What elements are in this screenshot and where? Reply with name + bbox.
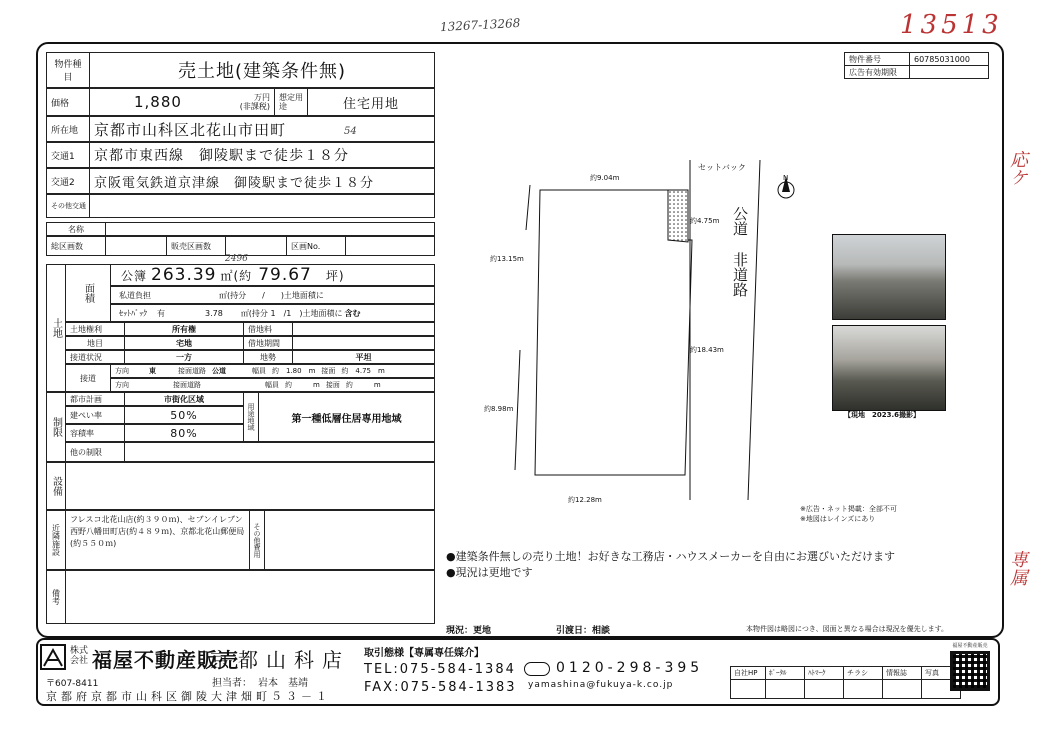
status-label: 現況： xyxy=(446,626,474,636)
media-table xyxy=(730,666,961,699)
staff-row xyxy=(212,674,308,689)
location-label: 所在地 xyxy=(46,116,90,142)
far-value: 80% xyxy=(124,424,244,442)
site-photo-2 xyxy=(832,325,946,411)
status-value: 更地 xyxy=(473,626,492,636)
north-label: N xyxy=(783,174,789,182)
other-restriction-label: 他の制限 xyxy=(65,442,125,462)
media-cell xyxy=(844,680,883,699)
qr-label: 福屋不動産販売 xyxy=(952,643,988,649)
staff-name: 岩本 基靖 xyxy=(258,678,308,689)
road1-width: 約 1.80 m xyxy=(272,367,316,375)
point-1: ●建築条件無しの売り土地！お好きな工務店・ハウスメーカーを自由にお選びいただけます xyxy=(446,550,896,563)
road2-width: 約 m xyxy=(285,381,320,389)
dimension-bottom: 約12.28m xyxy=(568,496,602,504)
setback-area xyxy=(668,190,688,242)
property-id-label: 物件番号 xyxy=(844,52,910,66)
chimoku-label: 地目 xyxy=(65,336,125,350)
mode-label: 取引態様【 xyxy=(364,648,414,659)
road1-width-label: 幅員 xyxy=(252,367,266,375)
handwritten-address-note: 54 xyxy=(344,126,357,137)
transport1-value: 京都市東西線 御陵駅まで徒歩１８分 xyxy=(89,142,435,168)
bcr-value: 50% xyxy=(124,406,244,424)
rights-label: 土地権利 xyxy=(65,322,125,336)
media-header: ﾎﾟｰﾀﾙ xyxy=(766,667,805,680)
road2-type-label: 接面道路 xyxy=(173,381,201,389)
tsubo-value: 79.67 xyxy=(258,265,312,285)
area-registry: 公簿 xyxy=(121,268,148,283)
ad-expiry-label: 広告有効期限 xyxy=(844,65,910,79)
free-dial-icon xyxy=(524,662,550,676)
lease-period-value xyxy=(292,336,435,350)
lease-fee-value xyxy=(292,322,435,336)
price-cell xyxy=(89,88,275,116)
qr-block xyxy=(946,642,994,700)
road2-row xyxy=(110,378,435,392)
land-section-label: 土地 xyxy=(46,264,66,392)
lease-period-label: 借地期間 xyxy=(243,336,293,350)
private-road-label: 私道負担 xyxy=(119,290,151,300)
facilities-section-label: 設備 xyxy=(46,462,66,510)
ad-note-1: ※広告・ネット掲載：全部不可 xyxy=(800,505,897,513)
handwritten-number: 13267-13268 xyxy=(439,15,521,35)
media-value-row xyxy=(731,680,961,699)
company-logo-icon xyxy=(40,644,66,670)
transport1-label: 交通1 xyxy=(46,142,90,168)
dimension-left: 約13.15m xyxy=(490,255,524,263)
road1-front: 約 4.75 m xyxy=(341,367,385,375)
company-address: 京都府京都市山科区御陵大津畑町５３－１ xyxy=(46,690,331,703)
terrain-value: 平坦 xyxy=(292,350,435,364)
area-value: 263.39 xyxy=(151,265,217,285)
other-cost-value xyxy=(264,510,435,570)
road2-width-label: 幅員 xyxy=(265,381,279,389)
connection-value: 一方 xyxy=(124,350,244,364)
road2-front-label: 接面 xyxy=(325,381,340,389)
road2-dir-label: 方向 xyxy=(115,381,129,389)
city-plan-label: 都市計画 xyxy=(65,392,125,406)
property-type: 売土地(建築条件無) xyxy=(89,52,435,88)
terrain-label: 地勢 xyxy=(243,350,293,364)
media-header: 写真 xyxy=(922,667,961,680)
road2-front: 約 m xyxy=(345,381,381,389)
media-header-row xyxy=(731,667,961,680)
road1-dir: 東 xyxy=(149,367,156,375)
restrictions-section-label: 制限 xyxy=(46,392,66,462)
ad-expiry-value xyxy=(909,65,989,79)
chimoku-value: 宅地 xyxy=(124,336,244,350)
media-header: 情報誌 xyxy=(883,667,922,680)
mode-value: 専属専任媒介 xyxy=(414,648,474,659)
setback-value: 3.78 xyxy=(205,308,223,318)
other-cost-label: その他費用 xyxy=(249,510,265,570)
private-road-row xyxy=(110,286,435,304)
road1-dir-label: 方向 xyxy=(115,367,129,375)
use-label: 想定用途 xyxy=(274,88,308,116)
dimension-right: 約18.43m xyxy=(690,346,724,354)
area-label: 面積 xyxy=(65,264,111,322)
setback-share: ㎡(持分 1 /1 )土地面積に xyxy=(240,308,343,318)
plot-map xyxy=(440,130,800,530)
company-postal: 〒607-8411 xyxy=(46,679,99,689)
property-id-value: 60785031000 xyxy=(909,52,989,66)
setback-incl: 含む xyxy=(344,308,361,318)
setback-row xyxy=(110,304,435,322)
media-header: 自社HP xyxy=(731,667,766,680)
lot-no-value xyxy=(345,236,435,256)
use-value: 住宅用地 xyxy=(307,88,435,116)
sale-units-value xyxy=(225,236,287,256)
name-value xyxy=(105,222,435,236)
road1-type: 公道 xyxy=(212,367,226,375)
email[interactable]: yamashina@fukuya-k.co.jp xyxy=(528,680,674,690)
other-transport-value xyxy=(89,194,435,218)
fax: FAX:075-584-1383 xyxy=(364,680,517,695)
handover-label: 引渡日： xyxy=(556,626,593,636)
media-header: チラシ xyxy=(844,667,883,680)
price-label: 価格 xyxy=(46,88,90,116)
type-label: 物件種目 xyxy=(46,52,90,88)
road1-type-label: 接面道路 xyxy=(178,367,206,375)
road-label: 接道 xyxy=(65,364,111,392)
point-2: ●現況は更地です xyxy=(446,566,533,579)
company-name: 福屋不動産販売 xyxy=(92,648,239,672)
location-value: 京都市山科区北花山市田町 xyxy=(89,116,435,142)
lease-fee-label: 借地料 xyxy=(243,322,293,336)
total-units-label: 総区画数 xyxy=(46,236,106,256)
media-header: ﾊﾄﾏｰｸ xyxy=(805,667,844,680)
road1-front-label: 接面 xyxy=(321,367,336,375)
handwritten-file-number: 13513 xyxy=(900,10,1003,40)
handwritten-area-note: 2496 xyxy=(225,254,248,264)
tsubo-unit: 坪) xyxy=(325,268,345,283)
site-photo-1 xyxy=(832,234,946,320)
sale-units-label: 販売区画数 xyxy=(166,236,226,256)
media-cell xyxy=(805,680,844,699)
mode-end: 】 xyxy=(474,648,484,659)
setback-label: ｾｯﾄﾊﾞｯｸ xyxy=(119,308,147,318)
dimension-front: 約4.75m xyxy=(690,217,720,225)
road-non-label: 非道路 xyxy=(731,252,749,297)
nearby-value: フレスコ北花山店(約３９０ｍ)、セブンイレブン西野八幡田町店(約４８９ｍ)、京都北花山郵便局(約５５０ｍ) xyxy=(65,510,250,570)
bcr-label: 建ぺい率 xyxy=(65,406,125,424)
handwritten-mark: 応ケ xyxy=(1007,150,1028,186)
price-unit: 万円 xyxy=(254,93,270,102)
city-plan-value: 市街化区域 xyxy=(124,392,244,406)
company-branch: 京都山科店 xyxy=(210,648,350,672)
private-road-unit: ㎡(持分 / )土地面積に xyxy=(219,290,324,300)
media-cell xyxy=(731,680,766,699)
nearby-label: 近隣施設 xyxy=(46,510,66,570)
price-value: 1,880 xyxy=(134,93,182,111)
area-row xyxy=(110,264,435,286)
qr-code-icon[interactable] xyxy=(950,651,990,691)
other-transport-label: その他交通 xyxy=(46,194,90,218)
transaction-mode xyxy=(364,644,484,659)
name-label: 名称 xyxy=(46,222,106,236)
road1-row xyxy=(110,364,435,378)
transport2-value: 京阪電気鉄道京津線 御陵駅まで徒歩１８分 xyxy=(89,168,435,194)
price-tax: (非課税) xyxy=(239,102,270,111)
lot-no-label: 区画No. xyxy=(286,236,346,256)
handover-value: 相談 xyxy=(592,626,611,636)
free-dial[interactable]: 0120-298-395 xyxy=(556,660,704,676)
remarks-value xyxy=(65,570,435,624)
total-units-value xyxy=(105,236,167,256)
handwritten-exclusive-mark: 専属 xyxy=(1007,550,1028,586)
zone-value: 第一種低層住居専用地域 xyxy=(258,392,435,442)
media-cell xyxy=(766,680,805,699)
media-cell xyxy=(883,680,922,699)
rights-value: 所有権 xyxy=(124,322,244,336)
far-label: 容積率 xyxy=(65,424,125,442)
road-public-label: 公道 xyxy=(731,206,749,236)
facilities-value xyxy=(65,462,435,510)
corp-prefix: 株式会社 xyxy=(70,646,89,666)
area-unit: ㎡(約 xyxy=(220,268,253,283)
setback-has: 有 xyxy=(157,308,165,318)
transport2-label: 交通2 xyxy=(46,168,90,194)
other-restriction-value xyxy=(124,442,435,462)
staff-label: 担当者： xyxy=(212,678,252,689)
dimension-top: 約9.04m xyxy=(590,174,620,182)
handover-row xyxy=(556,623,610,636)
tel[interactable]: TEL:075-584-1384 xyxy=(364,662,516,677)
disclaimer: 本物件図は略図につき、図面と異なる場合は現況を優先します。 xyxy=(746,625,949,633)
photo-caption: 【現地 2023.6撮影】 xyxy=(844,411,921,419)
dimension-lower-left: 約8.98m xyxy=(484,405,514,413)
setback-map-label: セットバック xyxy=(698,163,746,172)
zone-label: 用途地域 xyxy=(243,392,259,442)
connection-label: 接道状況 xyxy=(65,350,125,364)
ad-note-2: ※地図はレインズにあり xyxy=(800,515,876,523)
remarks-label: 備考 xyxy=(46,570,66,624)
status-row xyxy=(446,623,491,636)
